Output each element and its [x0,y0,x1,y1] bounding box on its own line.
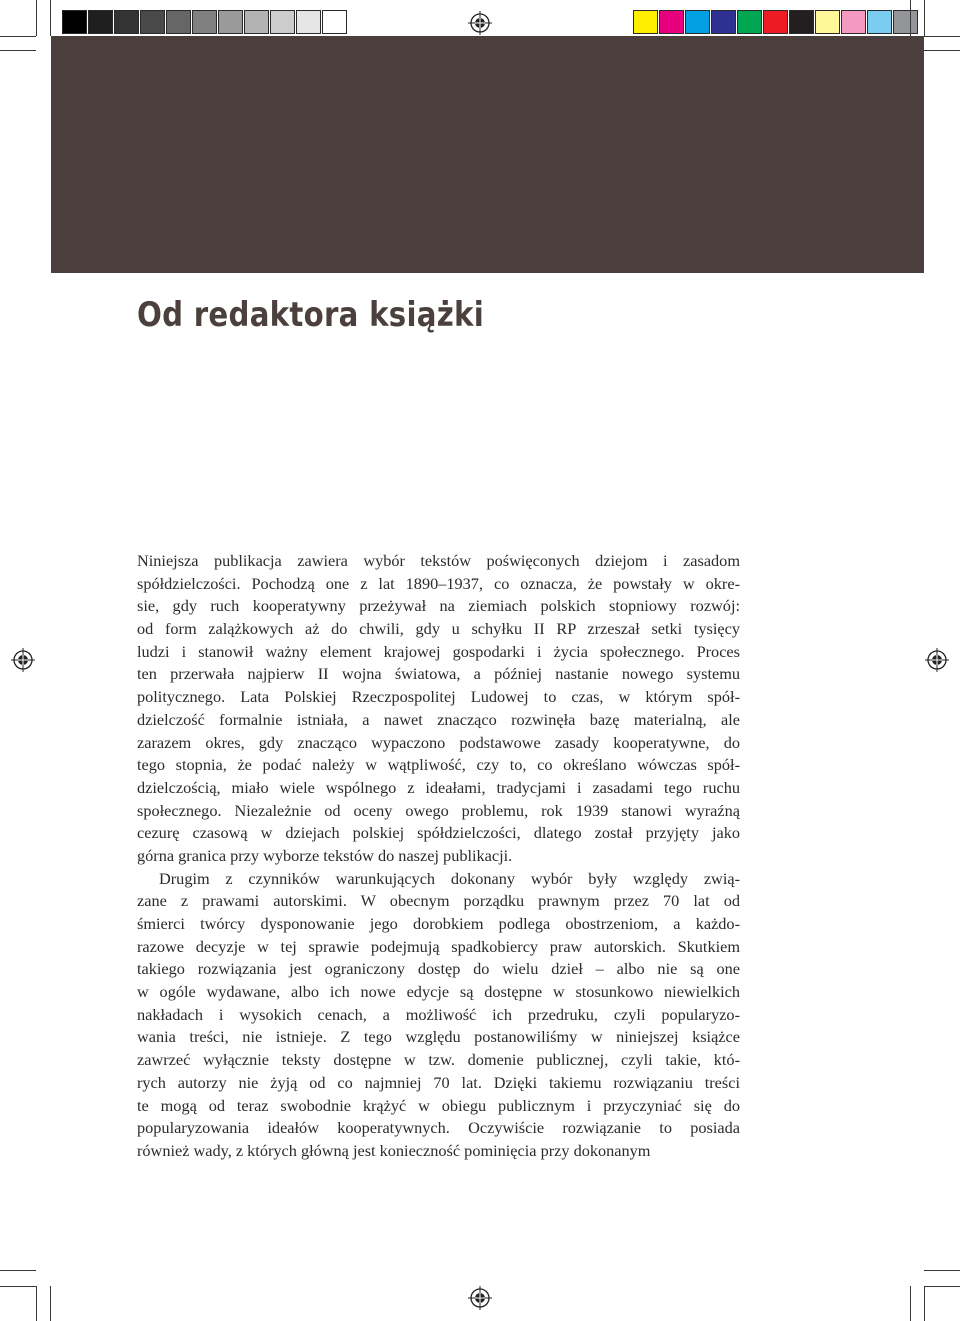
text-line: razowe decyzje w tej sprawie podejmują spadkobiercy praw autorskich. Skutkiem [137,936,740,956]
text-line: ludzi i stanowił ważny element krajowej gospodarki i życia społecznego. Proces [137,641,740,661]
text-line: zarazem okres, gdy znacząco wypaczono podstawowe zasady kooperatywne, do [137,732,740,752]
crop-mark [924,0,925,36]
color-swatch [685,10,710,34]
registration-mark-icon [11,648,35,672]
color-swatch [296,10,321,34]
color-swatch [737,10,762,34]
text-line: dzielczość formalnie istniała, a nawet znacząco rozwinęła bazę materialną, ale [137,709,740,729]
color-swatch [62,10,87,34]
text-line: społecznego. Niezależnie od oceny owego problemu, rok 1939 stanowi wyraźną [137,800,740,820]
crop-mark [0,1270,36,1271]
color-swatch [659,10,684,34]
text-line: tego stopnia, że podać należy w wątpliwość, czy to, co określano wówczas spół- [137,755,740,775]
color-swatch [244,10,269,34]
text-line: takiego rozwiązania jest ograniczony dostęp do wielu dzieł – albo nie są one [137,959,740,979]
page-title: Od redaktora książki [137,295,484,335]
color-swatch [322,10,347,34]
crop-mark [910,0,911,36]
crop-mark [924,1286,925,1321]
text-line: od form zalążkowych aż do chwili, gdy u schyłku II RP zrzeszał setki tysięcy [137,619,740,639]
text-line: wania treści, nie istnieje. Z tego względu postanowiliśmy w niniejszej książce [137,1027,740,1047]
text-line: spółdzielczości. Pochodzą one z lat 1890–1937, co oznacza, że powstały w okre- [137,573,740,593]
color-swatch [218,10,243,34]
color-swatch [789,10,814,34]
body-text [137,550,740,1163]
text-line: również wady, z których główną jest konieczność pominięcia przy dokonanym [137,1140,651,1160]
color-swatch [140,10,165,34]
registration-mark-icon [468,1286,492,1310]
color-calibration-bar [633,10,919,34]
crop-mark [924,50,960,51]
color-swatch [893,10,918,34]
crop-mark [36,0,37,36]
color-swatch [841,10,866,34]
crop-mark [924,1270,960,1271]
color-swatch [815,10,840,34]
text-line: popularyzowania ideałów kooperatywnych. Oczywiście rozwiązanie to posiada [137,1118,740,1138]
text-line: zawrzeć wyłącznie teksty dostępne w tzw. domenie publicznej, czyli takie, któ- [137,1050,740,1070]
text-line: dzielczością, miało wiele wspólnego z ideałami, tradycjami i zasadami tego ruchu [137,777,740,797]
text-line: Niniejsza publikacja zawiera wybór tekstów poświęconych dziejom i zasadom [137,551,740,570]
color-swatch [114,10,139,34]
color-swatch [633,10,658,34]
color-swatch [88,10,113,34]
registration-mark-icon [925,648,949,672]
chapter-header-block [51,36,924,273]
color-swatch [867,10,892,34]
crop-mark [0,1286,36,1287]
registration-mark-icon [468,11,492,35]
color-swatch [763,10,788,34]
crop-mark [910,1286,911,1321]
text-line: sie, gdy ruch kooperatywny przeżywał na ziemiach polskich stopniowy rozwój: [137,596,740,616]
crop-mark [50,0,51,36]
text-line: rych autorzy nie żyją od co najmniej 70 lat. Dzięki takiemu rozwiązaniu treści [137,1072,740,1092]
text-line: politycznego. Lata Polskiej Rzeczpospolitej Ludowej to czas, w którym spół- [137,687,740,707]
color-swatch [270,10,295,34]
grayscale-calibration-bar [62,10,348,34]
crop-mark [36,1286,37,1321]
text-line: te mogą od teraz swobodnie krążyć w obiegu publicznym i przyczyniać się do [137,1095,740,1115]
crop-mark [0,36,36,37]
color-swatch [166,10,191,34]
text-line: w ogóle wydawane, albo ich nowe edycje są dostępne w stosunkowo niewielkich [137,982,740,1002]
crop-mark [0,50,36,51]
crop-mark [924,36,960,37]
text-line: śmierci twórcy dysponowanie jego dorobkiem podlega obostrzeniom, a każdo- [137,914,740,933]
crop-mark [924,1286,960,1287]
text-line: zane z prawami autorskimi. W obecnym porządku prawnym przez 70 lat od [137,891,740,911]
text-line: Drugim z czynników warunkujących dokonany wybór były względy zwią- [159,868,740,888]
crop-mark [50,1286,51,1321]
text-line: górna granica przy wyborze tekstów do naszej publikacji. [137,845,513,865]
text-line: nakładach i wysokich cenach, a możliwość ich przedruku, czyli popularyzo- [137,1004,740,1024]
text-line: ten przerwała najpierw II wojna światowa, a później nastanie nowego systemu [137,664,740,684]
text-line: cezurę czasową w dziejach polskiej spółdzielczości, dlatego został przyjęty jako [137,823,740,843]
color-swatch [192,10,217,34]
color-swatch [711,10,736,34]
